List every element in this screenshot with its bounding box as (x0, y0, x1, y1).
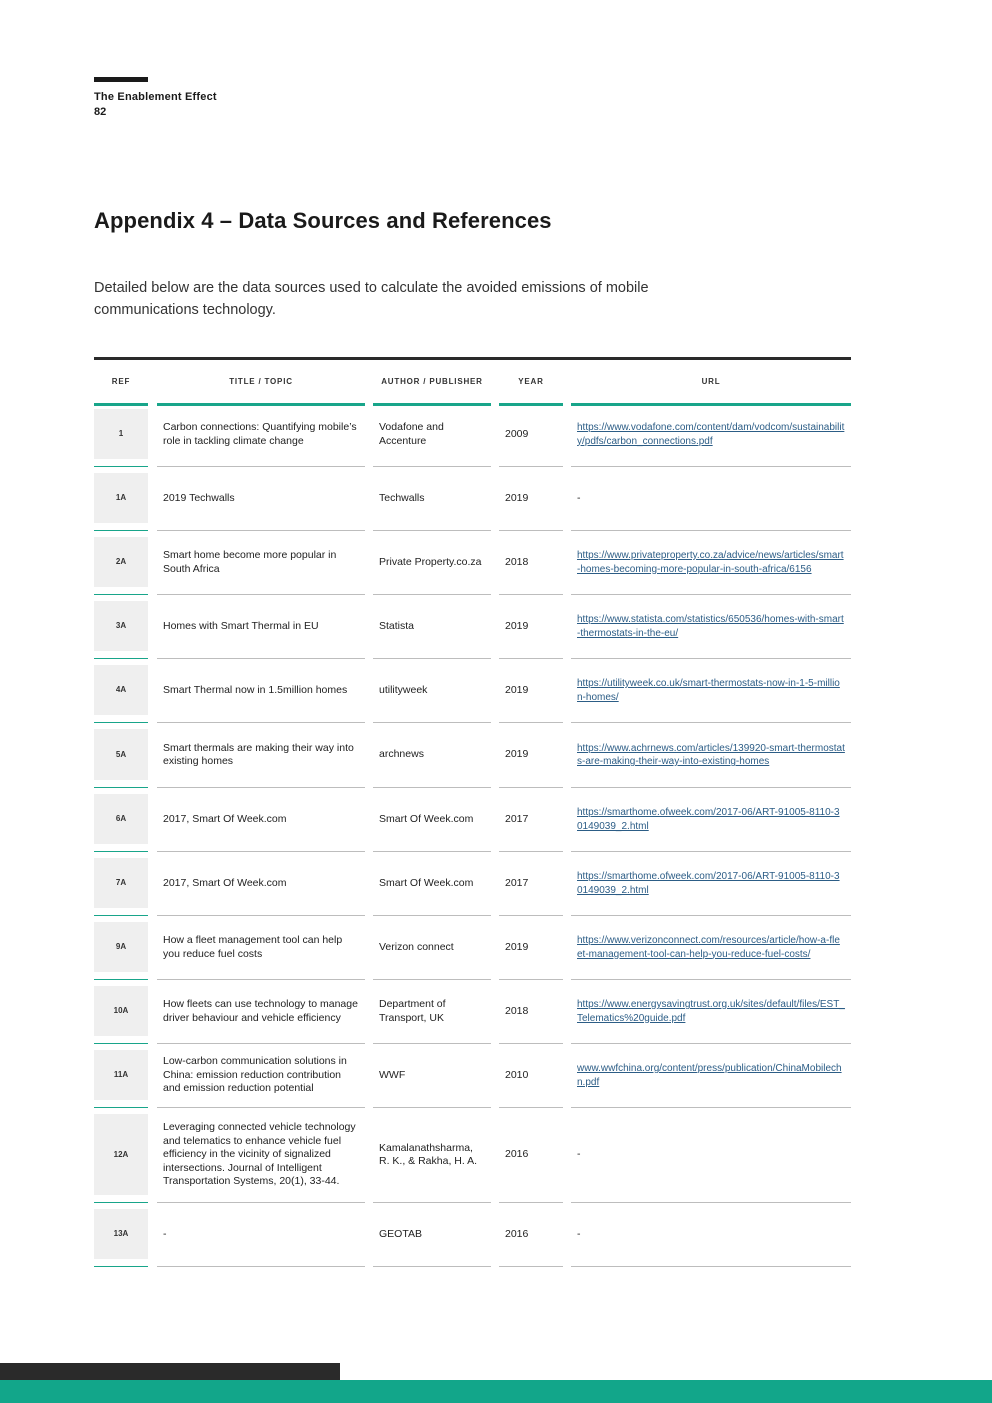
table-row (94, 1203, 851, 1267)
reference-link[interactable]: https://www.privateproperty.co.za/advice/news/articles/smart-homes-becoming-more-popular-in-south-africa/6156 (577, 550, 844, 575)
ref-cell (94, 916, 148, 980)
column-header-author: AUTHOR / PUBLISHER (373, 360, 491, 406)
url-cell (571, 467, 851, 531)
table-row (94, 1108, 851, 1203)
ref-id: 11A (94, 1050, 148, 1100)
ref-id: 3A (94, 601, 148, 651)
table-row (94, 403, 851, 467)
table-row (94, 659, 851, 723)
table-row (94, 467, 851, 531)
ref-cell (94, 1044, 148, 1108)
year-cell: 2017 (499, 852, 563, 916)
year-cell: 2019 (499, 467, 563, 531)
column-header-year: YEAR (499, 360, 563, 406)
page-title: Appendix 4 – Data Sources and References (94, 208, 552, 233)
title-cell: Low-carbon communication solutions in China: emission reduction contribution and emission reduction potential (157, 1044, 365, 1108)
ref-cell (94, 1203, 148, 1267)
ref-cell (94, 723, 148, 788)
ref-cell (94, 659, 148, 723)
author-cell: Techwalls (373, 467, 491, 531)
year-cell: 2018 (499, 531, 563, 595)
reference-link[interactable]: https://smarthome.ofweek.com/2017-06/ART-91005-8110-30149039_2.html (577, 871, 840, 896)
url-empty: - (577, 491, 581, 504)
author-cell: Private Property.co.za (373, 531, 491, 595)
url-cell (571, 403, 851, 467)
year-cell: 2018 (499, 980, 563, 1044)
footer-accent-bar (0, 1380, 992, 1403)
url-cell (571, 723, 851, 788)
footer-dark-bar (0, 1363, 340, 1381)
ref-cell (94, 1108, 148, 1203)
ref-id: 1 (94, 409, 148, 459)
title-cell: Homes with Smart Thermal in EU (157, 595, 365, 659)
ref-cell (94, 467, 148, 531)
author-cell: Verizon connect (373, 916, 491, 980)
author-cell: Department of Transport, UK (373, 980, 491, 1044)
url-cell (571, 1203, 851, 1267)
url-cell (571, 852, 851, 916)
column-header-ref: REF (94, 360, 148, 406)
reference-link[interactable]: https://www.verizonconnect.com/resources/article/how-a-fleet-management-tool-can-help-you-reduce-fuel-costs/ (577, 935, 840, 960)
page-number: 82 (94, 106, 107, 118)
ref-cell (94, 595, 148, 659)
year-cell: 2016 (499, 1108, 563, 1203)
reference-link[interactable]: https://www.achrnews.com/articles/139920-smart-thermostats-are-making-their-way-into-existing-homes (577, 742, 845, 767)
url-cell (571, 980, 851, 1044)
ref-cell (94, 980, 148, 1044)
title-cell: Smart Thermal now in 1.5million homes (157, 659, 365, 723)
ref-id: 7A (94, 858, 148, 908)
title-cell: How fleets can use technology to manage driver behaviour and vehicle efficiency (157, 980, 365, 1044)
table-row (94, 595, 851, 659)
title-cell: 2017, Smart Of Week.com (157, 788, 365, 852)
column-header-url: URL (571, 360, 851, 406)
title-cell: Leveraging connected vehicle technology and telematics to enhance vehicle fuel efficiency in the vicinity of signalized intersections. Journal of Intelligent Transportation Systems, 20(1), 33-44. (157, 1108, 365, 1203)
author-cell: WWF (373, 1044, 491, 1108)
year-cell: 2010 (499, 1044, 563, 1108)
ref-id: 13A (94, 1209, 148, 1259)
url-cell (571, 916, 851, 980)
title-cell: Smart home become more popular in South Africa (157, 531, 365, 595)
author-cell: GEOTAB (373, 1203, 491, 1267)
author-cell: Smart Of Week.com (373, 852, 491, 916)
ref-id: 6A (94, 794, 148, 844)
year-cell: 2019 (499, 916, 563, 980)
table-row (94, 1044, 851, 1108)
ref-cell (94, 531, 148, 595)
table-row (94, 916, 851, 980)
title-cell: Smart thermals are making their way into existing homes (157, 723, 365, 788)
reference-link[interactable]: https://smarthome.ofweek.com/2017-06/ART-91005-8110-30149039_2.html (577, 807, 840, 832)
reference-link[interactable]: https://utilityweek.co.uk/smart-thermostats-now-in-1-5-million-homes/ (577, 678, 840, 703)
url-cell (571, 1108, 851, 1203)
title-cell: 2017, Smart Of Week.com (157, 852, 365, 916)
author-cell: Smart Of Week.com (373, 788, 491, 852)
url-cell (571, 1044, 851, 1108)
year-cell: 2019 (499, 659, 563, 723)
column-header-title: TITLE / TOPIC (157, 360, 365, 406)
ref-id: 9A (94, 922, 148, 972)
reference-link[interactable]: www.wwfchina.org/content/press/publication/ChinaMobilechn.pdf (577, 1063, 842, 1088)
table-row (94, 980, 851, 1044)
ref-id: 1A (94, 473, 148, 523)
reference-link[interactable]: https://www.energysavingtrust.org.uk/sites/default/files/EST_Telematics%20guide.pdf (577, 999, 845, 1024)
author-cell: archnews (373, 723, 491, 788)
url-empty: - (577, 1148, 581, 1161)
table-row (94, 531, 851, 595)
ref-cell (94, 852, 148, 916)
table-row (94, 723, 851, 788)
ref-id: 4A (94, 665, 148, 715)
title-cell: Carbon connections: Quantifying mobile’s role in tackling climate change (157, 403, 365, 467)
year-cell: 2019 (499, 595, 563, 659)
author-cell: Vodafone and Accenture (373, 403, 491, 467)
url-cell (571, 531, 851, 595)
year-cell: 2009 (499, 403, 563, 467)
url-cell (571, 788, 851, 852)
title-cell: - (157, 1203, 365, 1267)
table-row (94, 852, 851, 916)
ref-cell (94, 403, 148, 467)
year-cell: 2019 (499, 723, 563, 788)
title-cell: How a fleet management tool can help you reduce fuel costs (157, 916, 365, 980)
url-cell (571, 595, 851, 659)
author-cell: Kamalanathsharma, R. K., & Rakha, H. A. (373, 1108, 491, 1203)
author-cell: Statista (373, 595, 491, 659)
year-cell: 2016 (499, 1203, 563, 1267)
author-cell: utilityweek (373, 659, 491, 723)
ref-cell (94, 788, 148, 852)
ref-id: 12A (94, 1114, 148, 1195)
ref-id: 10A (94, 986, 148, 1036)
table-row (94, 788, 851, 852)
year-cell: 2017 (499, 788, 563, 852)
header-rule (94, 77, 148, 82)
title-cell: 2019 Techwalls (157, 467, 365, 531)
url-empty: - (577, 1227, 581, 1240)
ref-id: 5A (94, 729, 148, 780)
reference-link[interactable]: https://www.vodafone.com/content/dam/vodcom/sustainability/pdfs/carbon_connections.pdf (577, 422, 845, 447)
reference-link[interactable]: https://www.statista.com/statistics/650536/homes-with-smart-thermostats-in-the-eu/ (577, 614, 844, 639)
document-title: The Enablement Effect (94, 91, 217, 103)
url-cell (571, 659, 851, 723)
ref-id: 2A (94, 537, 148, 587)
intro-paragraph: Detailed below are the data sources used to calculate the avoided emissions of mobile communications technology. (94, 280, 649, 318)
